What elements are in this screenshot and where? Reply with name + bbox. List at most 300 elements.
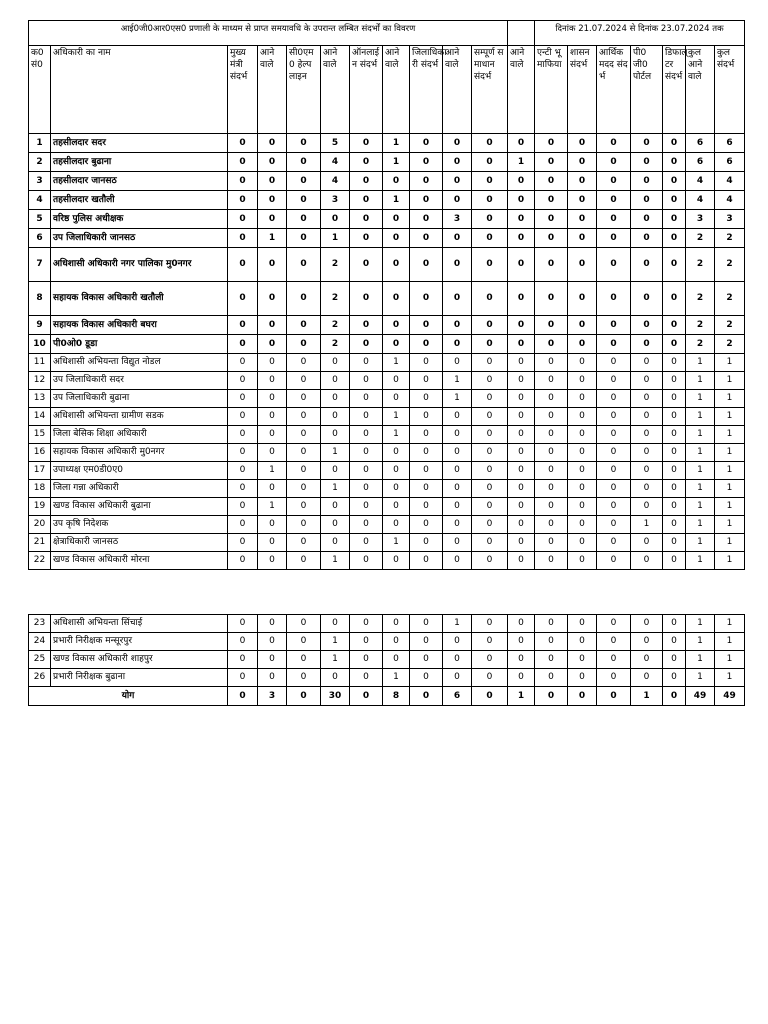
count-cell: 1 [321,552,350,570]
count-cell: 0 [508,191,535,210]
table-row [29,552,745,570]
count-cell: 0 [472,462,508,480]
count-cell: 0 [568,408,597,426]
count-cell: 1 [383,134,410,153]
count-cell: 0 [287,462,321,480]
total-cell: 0 [568,687,597,706]
serial-number: 23 [29,615,51,633]
count-cell: 0 [410,316,443,335]
count-cell: 0 [228,534,258,552]
column-header: अधिकारी का नाम [51,46,228,134]
count-cell: 0 [568,390,597,408]
count-cell: 0 [472,516,508,534]
count-cell: 1 [686,408,715,426]
officer-name: तहसीलदार जानसठ [51,172,228,191]
count-cell: 3 [321,191,350,210]
count-cell: 0 [258,372,287,390]
count-cell: 0 [663,191,686,210]
count-cell: 0 [287,134,321,153]
officer-name: उपाध्यक्ष एम0डी0ए0 [51,462,228,480]
count-cell: 0 [631,354,663,372]
count-cell: 0 [287,534,321,552]
count-cell: 0 [258,354,287,372]
count-cell: 0 [663,248,686,282]
table-row [29,335,745,354]
count-cell: 0 [631,316,663,335]
officer-name: वरिष्ठ पुलिस अधीक्षक [51,210,228,229]
count-cell: 0 [383,462,410,480]
count-cell: 0 [258,552,287,570]
column-header: आने वाले [321,46,350,134]
count-cell: 0 [443,153,472,172]
count-cell: 0 [287,282,321,316]
count-cell: 0 [631,134,663,153]
count-cell: 1 [715,498,745,516]
count-cell: 0 [383,552,410,570]
count-cell: 0 [597,354,631,372]
count-cell: 0 [287,651,321,669]
count-cell: 0 [410,134,443,153]
table-row [29,669,745,687]
count-cell: 0 [631,651,663,669]
column-header: आने वाले [508,46,535,134]
count-cell: 0 [321,354,350,372]
count-cell: 0 [228,615,258,633]
count-cell: 0 [443,669,472,687]
count-cell: 1 [383,426,410,444]
count-cell: 0 [321,615,350,633]
count-cell: 1 [508,153,535,172]
count-cell: 0 [287,669,321,687]
column-header: सम्पूर्ण समाधान संदर्भ [472,46,508,134]
count-cell: 1 [686,498,715,516]
count-cell: 0 [568,210,597,229]
count-cell: 1 [715,669,745,687]
count-cell: 0 [350,191,383,210]
serial-number: 2 [29,153,51,172]
total-cell: 0 [350,687,383,706]
count-cell: 0 [472,498,508,516]
count-cell: 0 [663,153,686,172]
serial-number: 13 [29,390,51,408]
count-cell: 0 [410,651,443,669]
count-cell: 0 [663,408,686,426]
count-cell: 0 [410,335,443,354]
table-row [29,248,745,282]
total-cell: 49 [686,687,715,706]
count-cell: 1 [686,651,715,669]
count-cell: 0 [568,229,597,248]
count-cell: 0 [631,282,663,316]
count-cell: 0 [258,651,287,669]
column-header: आने वाले [443,46,472,134]
count-cell: 0 [597,408,631,426]
count-cell: 0 [535,134,568,153]
count-cell: 0 [568,480,597,498]
count-cell: 0 [321,408,350,426]
count-cell: 0 [383,498,410,516]
count-cell: 0 [508,372,535,390]
count-cell: 0 [631,669,663,687]
count-cell: 0 [508,335,535,354]
officer-name: सहायक विकास अधिकारी मु0नगर [51,444,228,462]
count-cell: 0 [568,354,597,372]
count-cell: 1 [686,354,715,372]
count-cell: 2 [321,248,350,282]
count-cell: 0 [383,316,410,335]
count-cell: 0 [508,444,535,462]
count-cell: 0 [568,282,597,316]
count-cell: 0 [321,426,350,444]
count-cell: 0 [350,498,383,516]
count-cell: 6 [686,134,715,153]
count-cell: 0 [663,372,686,390]
count-cell: 0 [228,516,258,534]
count-cell: 0 [568,552,597,570]
serial-number: 20 [29,516,51,534]
count-cell: 0 [535,191,568,210]
count-cell: 0 [287,248,321,282]
column-header: कुल आने वाले [686,46,715,134]
count-cell: 0 [228,134,258,153]
count-cell: 0 [258,480,287,498]
count-cell: 0 [321,462,350,480]
count-cell: 0 [287,390,321,408]
count-cell: 1 [686,444,715,462]
count-cell: 0 [350,390,383,408]
count-cell: 0 [663,316,686,335]
count-cell: 0 [228,172,258,191]
serial-number: 10 [29,335,51,354]
count-cell: 0 [597,282,631,316]
count-cell: 0 [508,633,535,651]
count-cell: 0 [383,248,410,282]
count-cell: 0 [597,534,631,552]
count-cell: 0 [258,444,287,462]
column-header: मुख्यमंत्री संदर्भ [228,46,258,134]
count-cell: 6 [715,134,745,153]
count-cell: 1 [715,615,745,633]
officer-name: खण्ड विकास अधिकारी बुढाना [51,498,228,516]
total-cell: 0 [597,687,631,706]
count-cell: 0 [472,372,508,390]
count-cell: 1 [686,633,715,651]
table-row [29,408,745,426]
count-cell: 0 [597,615,631,633]
count-cell: 0 [410,229,443,248]
count-cell: 0 [410,633,443,651]
count-cell: 0 [258,633,287,651]
count-cell: 1 [715,390,745,408]
count-cell: 0 [472,172,508,191]
serial-number: 1 [29,134,51,153]
count-cell: 0 [287,516,321,534]
count-cell: 0 [472,335,508,354]
serial-number: 5 [29,210,51,229]
total-cell: 30 [321,687,350,706]
count-cell: 0 [350,248,383,282]
count-cell: 0 [631,498,663,516]
count-cell: 0 [443,335,472,354]
total-cell: 0 [410,687,443,706]
count-cell: 0 [631,248,663,282]
count-cell: 0 [350,153,383,172]
count-cell: 1 [258,498,287,516]
count-cell: 0 [535,426,568,444]
officer-name: क्षेत्राधिकारी जानसठ [51,534,228,552]
count-cell: 0 [258,282,287,316]
count-cell: 0 [258,134,287,153]
count-cell: 0 [597,444,631,462]
count-cell: 1 [686,426,715,444]
count-cell: 0 [287,172,321,191]
count-cell: 0 [472,134,508,153]
count-cell: 0 [508,172,535,191]
table-row [29,153,745,172]
count-cell: 2 [715,229,745,248]
count-cell: 0 [321,498,350,516]
count-cell: 0 [568,462,597,480]
pending-references-table-continued [28,614,745,706]
count-cell: 0 [508,316,535,335]
count-cell: 0 [597,372,631,390]
count-cell: 0 [258,153,287,172]
count-cell: 0 [287,408,321,426]
total-cell: 8 [383,687,410,706]
count-cell: 0 [228,390,258,408]
serial-number: 9 [29,316,51,335]
table-row [29,426,745,444]
table-row [29,316,745,335]
count-cell: 2 [321,316,350,335]
serial-number: 14 [29,408,51,426]
count-cell: 0 [508,248,535,282]
count-cell: 0 [663,534,686,552]
count-cell: 0 [631,210,663,229]
count-cell: 0 [287,229,321,248]
count-cell: 1 [383,354,410,372]
total-cell: 3 [258,687,287,706]
count-cell: 0 [568,516,597,534]
count-cell: 0 [597,134,631,153]
count-cell: 0 [228,372,258,390]
total-cell: 0 [472,687,508,706]
count-cell: 0 [410,516,443,534]
count-cell: 0 [663,172,686,191]
count-cell: 0 [287,372,321,390]
count-cell: 0 [597,462,631,480]
count-cell: 0 [663,444,686,462]
count-cell: 2 [686,335,715,354]
count-cell: 0 [535,462,568,480]
count-cell: 1 [321,444,350,462]
count-cell: 1 [715,552,745,570]
total-cell: 0 [663,687,686,706]
count-cell: 0 [508,552,535,570]
title-gap [508,21,535,46]
count-cell: 0 [258,534,287,552]
count-cell: 0 [508,462,535,480]
count-cell: 1 [383,534,410,552]
count-cell: 0 [597,633,631,651]
count-cell: 0 [350,651,383,669]
count-cell: 1 [715,462,745,480]
count-cell: 0 [410,210,443,229]
count-cell: 0 [287,210,321,229]
count-cell: 0 [287,444,321,462]
officer-name: अधिशासी अधिकारी नगर पालिका मु0नगर [51,248,228,282]
count-cell: 0 [443,516,472,534]
count-cell: 0 [631,426,663,444]
count-cell: 0 [568,426,597,444]
count-cell: 1 [383,191,410,210]
officer-name: पी0ओ0 डूडा [51,335,228,354]
count-cell: 0 [287,480,321,498]
count-cell: 0 [383,372,410,390]
count-cell: 0 [663,134,686,153]
count-cell: 0 [383,282,410,316]
count-cell: 0 [535,408,568,426]
count-cell: 0 [350,480,383,498]
count-cell: 0 [321,390,350,408]
count-cell: 0 [535,248,568,282]
count-cell: 0 [535,335,568,354]
count-cell: 0 [443,191,472,210]
count-cell: 0 [472,651,508,669]
count-cell: 0 [663,480,686,498]
count-cell: 0 [535,390,568,408]
count-cell: 2 [715,248,745,282]
count-cell: 0 [228,462,258,480]
count-cell: 0 [350,229,383,248]
column-header: एन्टी भू माफिया [535,46,568,134]
count-cell: 0 [663,669,686,687]
count-cell: 0 [258,516,287,534]
count-cell: 0 [568,134,597,153]
count-cell: 0 [568,153,597,172]
count-cell: 0 [410,248,443,282]
count-cell: 0 [508,426,535,444]
count-cell: 0 [663,282,686,316]
count-cell: 1 [715,480,745,498]
count-cell: 0 [350,669,383,687]
serial-number: 17 [29,462,51,480]
table-row [29,134,745,153]
count-cell: 0 [631,480,663,498]
count-cell: 0 [258,172,287,191]
count-cell: 4 [321,172,350,191]
count-cell: 0 [258,426,287,444]
total-cell: 0 [287,687,321,706]
serial-number: 7 [29,248,51,282]
count-cell: 1 [686,516,715,534]
total-cell: 0 [535,687,568,706]
count-cell: 0 [631,633,663,651]
serial-number: 16 [29,444,51,462]
count-cell: 4 [715,191,745,210]
table-row [29,534,745,552]
count-cell: 0 [472,248,508,282]
count-cell: 3 [443,210,472,229]
count-cell: 0 [568,498,597,516]
count-cell: 0 [472,444,508,462]
count-cell: 0 [663,426,686,444]
count-cell: 3 [715,210,745,229]
count-cell: 4 [686,172,715,191]
serial-number: 12 [29,372,51,390]
count-cell: 0 [350,372,383,390]
count-cell: 0 [258,335,287,354]
table-row [29,191,745,210]
count-cell: 0 [350,462,383,480]
count-cell: 0 [443,282,472,316]
count-cell: 0 [535,633,568,651]
count-cell: 0 [287,191,321,210]
count-cell: 1 [258,229,287,248]
count-cell: 1 [383,669,410,687]
count-cell: 0 [383,444,410,462]
count-cell: 0 [663,354,686,372]
count-cell: 0 [597,498,631,516]
count-cell: 0 [410,669,443,687]
count-cell: 0 [631,229,663,248]
count-cell: 0 [597,316,631,335]
total-cell: 1 [508,687,535,706]
count-cell: 0 [597,390,631,408]
count-cell: 0 [321,372,350,390]
officer-name: उप जिलाधिकारी बुढाना [51,390,228,408]
count-cell: 1 [321,480,350,498]
count-cell: 0 [472,390,508,408]
count-cell: 0 [472,210,508,229]
count-cell: 0 [287,552,321,570]
officer-name: तहसीलदार सदर [51,134,228,153]
officer-name: खण्ड विकास अधिकारी शाहपुर [51,651,228,669]
officer-name: अधिशासी अभियन्ता विद्युत नोडल [51,354,228,372]
count-cell: 0 [597,153,631,172]
column-header: ऑनलाईन संदर्भ [350,46,383,134]
count-cell: 0 [597,335,631,354]
count-cell: 1 [686,462,715,480]
column-header: आने वाले [383,46,410,134]
count-cell: 0 [287,335,321,354]
count-cell: 0 [228,633,258,651]
count-cell: 0 [508,498,535,516]
column-header: सी0एम0 हेल्पलाइन [287,46,321,134]
count-cell: 0 [568,335,597,354]
count-cell: 0 [663,651,686,669]
count-cell: 0 [472,229,508,248]
count-cell: 0 [568,534,597,552]
count-cell: 0 [597,516,631,534]
count-cell: 0 [597,191,631,210]
count-cell: 0 [350,444,383,462]
count-cell: 0 [472,669,508,687]
count-cell: 4 [715,172,745,191]
count-cell: 0 [228,498,258,516]
count-cell: 0 [631,390,663,408]
count-cell: 1 [686,615,715,633]
serial-number: 4 [29,191,51,210]
table-row [29,354,745,372]
count-cell: 0 [535,651,568,669]
count-cell: 0 [472,191,508,210]
count-cell: 1 [443,615,472,633]
count-cell: 0 [535,480,568,498]
count-cell: 0 [443,480,472,498]
table-row [29,651,745,669]
count-cell: 0 [287,498,321,516]
